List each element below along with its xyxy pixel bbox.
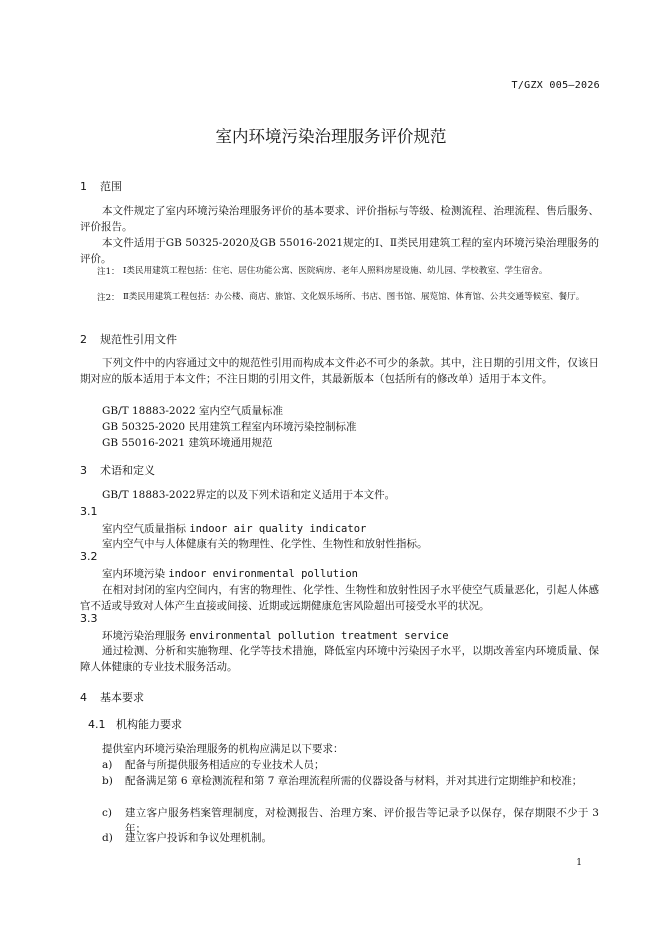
term-definition: 在相对封闭的室内空间内，有害的物理性、化学性、生物性和放射性因子水平使空气质量恶化，引起人体感官不适或导致对人体产生直接或间接、近期或远期健康危害风险超出可接受水平的状况。	[80, 584, 599, 612]
note-2-text: Ⅱ类民用建筑工程包括：办公楼、商店、旅馆、文化娱乐场所、书店、图书馆、展览馆、体育馆、公共交通等候室、餐厅。	[123, 292, 585, 302]
section-number: 4	[80, 691, 87, 704]
term-chinese: 环境污染治理服务	[102, 630, 186, 642]
requirements-intro: 提供室内环境污染治理服务的机构应满足以下要求：	[102, 743, 344, 755]
note-2-label: 注2：	[97, 293, 120, 303]
scope-paragraph-1: 本文件规定了室内环境污染治理服务评价的基本要求、评价指标与等级、检测流程、治理流程、售后服务、评价报告。	[80, 205, 599, 233]
list-marker: c)	[102, 807, 112, 819]
list-item: 建立客户服务档案管理制度，对检测报告、治理方案、评价报告等记录予以保存，保存期限不少于 3 年；	[125, 807, 599, 835]
term-number: 3.3	[80, 612, 98, 625]
section-number: 2	[80, 333, 87, 346]
reference-item: GB 55016-2021 建筑环境通用规范	[102, 437, 273, 449]
note-1-text: Ⅰ类民用建筑工程包括：住宅、居住功能公寓、医院病房、老年人照料房屋设施、幼儿园、学校教室、学生宿舍。	[123, 266, 548, 276]
references-paragraph: 下列文件中的内容通过文中的规范性引用而构成本文件必不可少的条款。其中，注日期的引用文件，仅该日期对应的版本适用于本文件；不注日期的引用文件，其最新版本（包括所有的修改单）适用于本文件。	[80, 357, 599, 385]
list-marker: b)	[102, 775, 113, 787]
term-number: 3.2	[80, 550, 98, 563]
term-definition: 室内空气中与人体健康有关的物理性、化学性、生物性和放射性指标。	[102, 538, 428, 550]
term-chinese: 室内空气质量指标	[102, 523, 186, 535]
term-english: environmental pollution treatment service	[189, 630, 449, 642]
section-title: 基本要求	[100, 691, 144, 704]
section-2-heading	[80, 331, 177, 347]
reference-item: GB 50325-2020 民用建筑工程室内环境污染控制标准	[102, 421, 357, 433]
section-4-heading	[80, 689, 144, 705]
subsection-4-1-heading	[88, 716, 182, 732]
term-heading	[102, 521, 366, 536]
list-item: 配备与所提供服务相适应的专业技术人员；	[125, 759, 325, 771]
page-number: 1	[576, 858, 582, 868]
section-number: 1	[80, 180, 87, 193]
document-id: T/GZX 005—2026	[511, 80, 600, 91]
section-3-heading	[80, 462, 155, 478]
term-heading	[102, 628, 449, 643]
term-english: indoor environmental pollution	[168, 568, 358, 580]
list-item: 建立客户投诉和争议处理机制。	[125, 832, 272, 844]
term-chinese: 室内环境污染	[102, 568, 165, 580]
term-number: 3.1	[80, 505, 98, 518]
note-1-label: 注1：	[97, 267, 120, 277]
section-title: 术语和定义	[100, 464, 155, 477]
list-marker: a)	[102, 759, 113, 771]
section-number: 3	[80, 464, 87, 477]
list-marker: d)	[102, 832, 113, 844]
term-english: indoor air quality indicator	[189, 523, 367, 535]
terms-intro: GB/T 18883-2022界定的以及下列术语和定义适用于本文件。	[102, 489, 396, 501]
section-1-heading	[80, 178, 122, 194]
reference-item: GB/T 18883-2022 室内空气质量标准	[102, 405, 283, 417]
subsection-number: 4.1	[88, 718, 106, 731]
term-heading	[102, 566, 358, 581]
list-item: 配备满足第 6 章检测流程和第 7 章治理流程所需的仪器设备与材料，并对其进行定期维护和校准；	[125, 775, 583, 787]
section-title: 范围	[100, 180, 122, 193]
term-definition: 通过检测、分析和实施物理、化学等技术措施，降低室内环境中污染因子水平，以期改善室内环境质量、保障人体健康的专业技术服务活动。	[80, 645, 599, 673]
subsection-title: 机构能力要求	[116, 718, 182, 731]
scope-paragraph-2: 本文件适用于GB 50325-2020及GB 55016-2021规定的Ⅰ、Ⅱ类民用建筑工程的室内环境污染治理服务的评价。	[80, 237, 599, 265]
section-title: 规范性引用文件	[100, 333, 177, 346]
page-title: 室内环境污染治理服务评价规范	[215, 127, 447, 146]
